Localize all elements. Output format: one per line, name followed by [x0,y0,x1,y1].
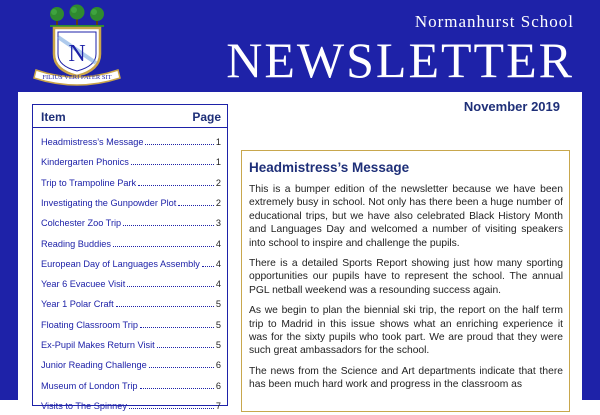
toc-row[interactable] [41,137,221,151]
toc-row[interactable] [41,259,221,273]
toc-row-page: 1 [215,137,221,147]
article-title: Headmistress’s Message [249,160,410,175]
toc-row-title: Year 6 Evacuee Visit [41,279,126,290]
toc-row-title: Investigating the Gunpowder Plot [41,197,177,208]
toc-row-page: 2 [215,177,221,188]
issue-date: November 2019 [463,99,560,114]
toc-divider [33,127,227,128]
toc-row-title: Ex-Pupil Makes Return Visit [41,340,155,350]
toc-row-title: Year 1 Polar Craft [41,299,114,310]
toc-dot-leader [178,205,214,206]
left-border [0,0,18,400]
crest-trees [50,5,104,28]
toc-row-title: Visits to The Spinney [41,400,127,411]
toc-row-page: 6 [215,380,221,391]
toc-row-page: 5 [215,299,221,310]
toc-dot-leader [129,408,214,409]
toc-item-header: Item [41,110,66,124]
toc-row[interactable] [41,340,221,354]
toc-row-page: 5 [215,319,221,330]
toc-header [33,105,227,127]
toc-row-page: 3 [215,218,221,229]
toc-row[interactable] [41,299,221,313]
school-crest-logo [20,4,134,86]
toc-dot-leader [113,246,214,247]
toc-dot-leader [140,327,214,328]
toc-row-page: 6 [215,360,221,371]
toc-row-page: 4 [215,238,221,249]
toc-row-page: 4 [215,279,221,290]
toc-row-title: Floating Classroom Trip [41,319,139,330]
school-name: Normanhurst School [414,12,574,31]
article-paragraph: This is a bumper edition of the newsletter because we have been extremely busy in school. Not only has there been a huge number of educational trips, but we have also celebrated Black History Month and Languages Day and welcomed a number of visiting speakers into school to inspire and challenge the pupils. [249,184,563,249]
toc-row[interactable] [41,157,221,171]
toc-row[interactable] [41,218,221,232]
article-body [249,183,563,399]
newsletter-title: NEWSLETTER [226,32,574,88]
toc-row[interactable] [41,360,221,374]
crest-letter: N [68,41,86,67]
toc-dot-leader [138,185,214,186]
toc-row-title: Colchester Zoo Trip [41,218,122,229]
toc-row[interactable] [41,178,221,192]
toc-dot-leader [123,225,214,226]
toc-dot-leader [157,347,214,348]
headmistress-message-article [241,150,570,412]
right-border [582,0,600,400]
toc-dot-leader [116,306,214,307]
toc-row[interactable] [41,239,221,253]
toc-row-title: Junior Reading Challenge [41,360,147,371]
toc-row[interactable] [41,320,221,334]
toc-row-page: 5 [215,340,221,350]
toc-dot-leader [145,144,213,145]
toc-dot-leader [140,388,214,389]
toc-dot-leader [127,286,214,287]
article-paragraph: The news from the Science and Art departments indicate that there has been much hard work and progress in the classroom as [249,365,563,391]
toc-dot-leader [149,367,214,368]
article-paragraph: As we begin to plan the biennial ski trip, the report on the half term trip to Madrid in this issue shows what an enriching experience it was for the sixty pupils who took part. We are proud that they were such great ambassadors for the school. [249,305,563,357]
toc-row-title: Museum of London Trip [41,380,138,391]
toc-row-title: Trip to Trampoline Park [41,177,137,188]
toc-row-title: Headmistress’s Message [41,137,144,147]
toc-dot-leader [131,164,214,165]
toc-row-title: Kindergarten Phonics [41,157,129,168]
toc-row-page: 4 [215,258,221,269]
toc-row[interactable] [41,279,221,293]
toc-row[interactable] [41,381,221,395]
table-of-contents [32,104,228,411]
toc-row[interactable] [41,401,221,415]
toc-page-header: Page [192,110,221,124]
toc-row-title: European Day of Languages Assembly [41,258,200,269]
crest-motto: FILIUS VERI PATER SIT [42,74,112,81]
toc-row[interactable] [41,198,221,212]
toc-row-page: 1 [215,157,221,168]
toc-dot-leader [202,266,214,267]
article-paragraph: There is a detailed Sports Report showing just how many sporting opportunities our pupils have to represent the school. The annual PGL netball weekend was a resounding success again. [249,258,563,296]
toc-row-page: 2 [215,197,221,208]
toc-row-page: 7 [215,400,221,411]
toc-row-title: Reading Buddies [41,238,111,249]
